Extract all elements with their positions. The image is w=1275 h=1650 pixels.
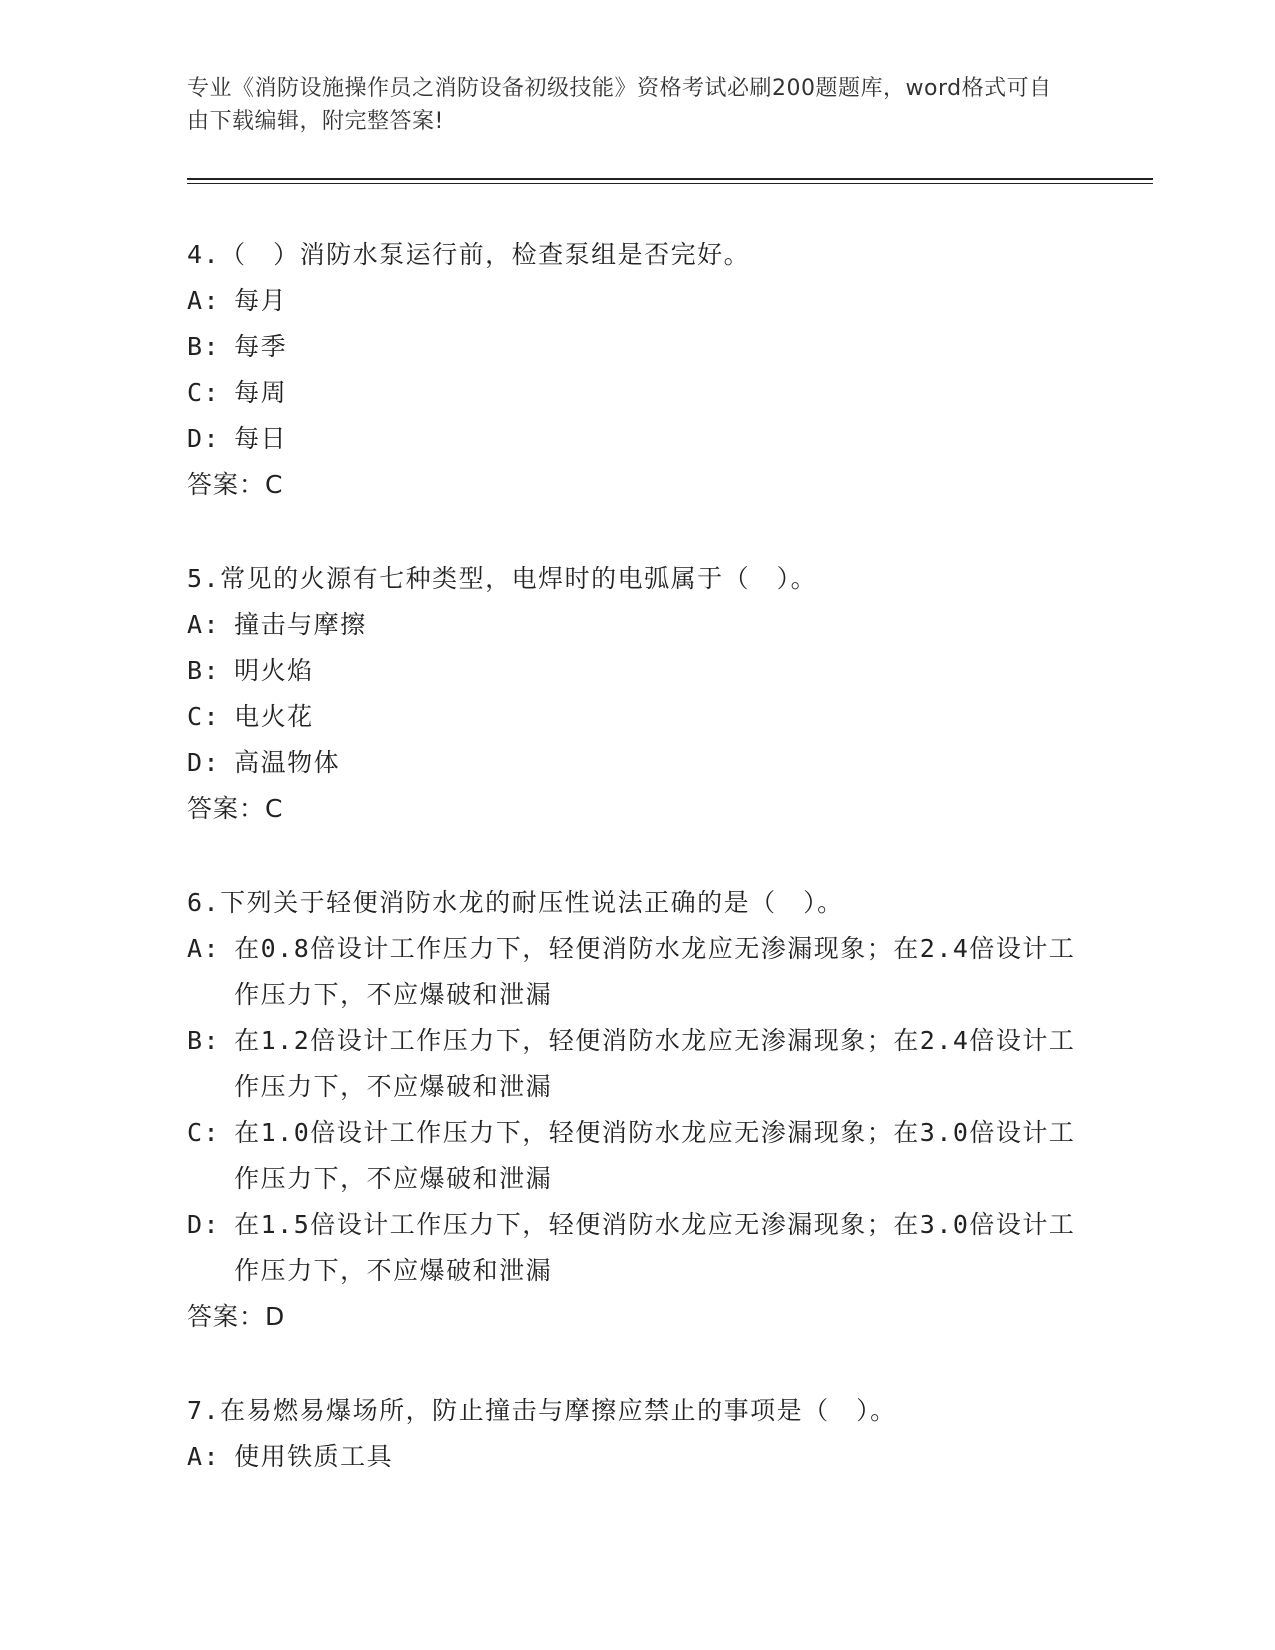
option-text: 高温物体 [234,748,341,777]
answer-text: 答案：C [187,794,284,823]
option-text: 在1.2倍设计工作压力下，轻便消防水龙应无渗漏现象；在2.4倍设计工作压力下，不应爆破和泄漏 [234,1026,1076,1101]
option-text: 每周 [234,378,288,407]
option-b [187,1018,1087,1110]
option-text: 每日 [234,424,288,453]
question-7 [187,1388,1087,1480]
document-header: 专业《消防设施操作员之消防设备初级技能》资格考试必刷200题题库，word格式可自由下载编辑，附完整答案! [187,76,1052,134]
answer-text: 答案：D [187,1302,286,1331]
option-label: A: [187,610,221,639]
header-rule-thick [187,178,1153,180]
option-text: 在0.8倍设计工作压力下，轻便消防水龙应无渗漏现象；在2.4倍设计工作压力下，不应爆破和泄漏 [234,934,1076,1009]
option-b [187,648,1087,694]
option-label: A: [187,934,221,963]
option-d [187,416,1087,462]
option-a [187,926,1087,1018]
option-label: C: [187,378,221,407]
option-text: 明火焰 [234,656,314,685]
question-stem: 4.（ ）消防水泵运行前，检查泵组是否完好。 [187,240,751,269]
question-5 [187,556,1087,832]
option-label: A: [187,1442,221,1471]
option-c [187,1110,1087,1202]
option-label: B: [187,1026,221,1055]
header-rule-thin [187,183,1153,184]
option-text: 撞击与摩擦 [234,610,367,639]
option-text: 每季 [234,332,288,361]
option-label: D: [187,424,221,453]
question-stem: 7.在易燃易爆场所，防止撞击与摩擦应禁止的事项是（ ）。 [187,1396,897,1425]
question-6 [187,880,1087,1340]
option-label: A: [187,286,221,315]
question-list [187,232,1087,1528]
option-label: B: [187,656,221,685]
option-label: B: [187,332,221,361]
option-text: 每月 [234,286,288,315]
option-text: 在1.5倍设计工作压力下，轻便消防水龙应无渗漏现象；在3.0倍设计工作压力下，不应爆破和泄漏 [234,1210,1076,1285]
option-label: D: [187,748,221,777]
option-text: 电火花 [234,702,314,731]
option-c [187,694,1087,740]
option-c [187,370,1087,416]
option-d [187,1202,1087,1294]
question-stem: 5.常见的火源有七种类型，电焊时的电弧属于（ ）。 [187,564,818,593]
option-text: 在1.0倍设计工作压力下，轻便消防水龙应无渗漏现象；在3.0倍设计工作压力下，不应爆破和泄漏 [234,1118,1076,1193]
question-stem: 6.下列关于轻便消防水龙的耐压性说法正确的是（ ）。 [187,888,844,917]
question-4 [187,232,1087,508]
answer-text: 答案：C [187,470,284,499]
option-label: D: [187,1210,221,1239]
option-a [187,1434,1087,1480]
option-d [187,740,1087,786]
option-text: 使用铁质工具 [234,1442,394,1471]
option-label: C: [187,1118,221,1147]
option-a [187,278,1087,324]
option-a [187,602,1087,648]
option-label: C: [187,702,221,731]
option-b [187,324,1087,370]
